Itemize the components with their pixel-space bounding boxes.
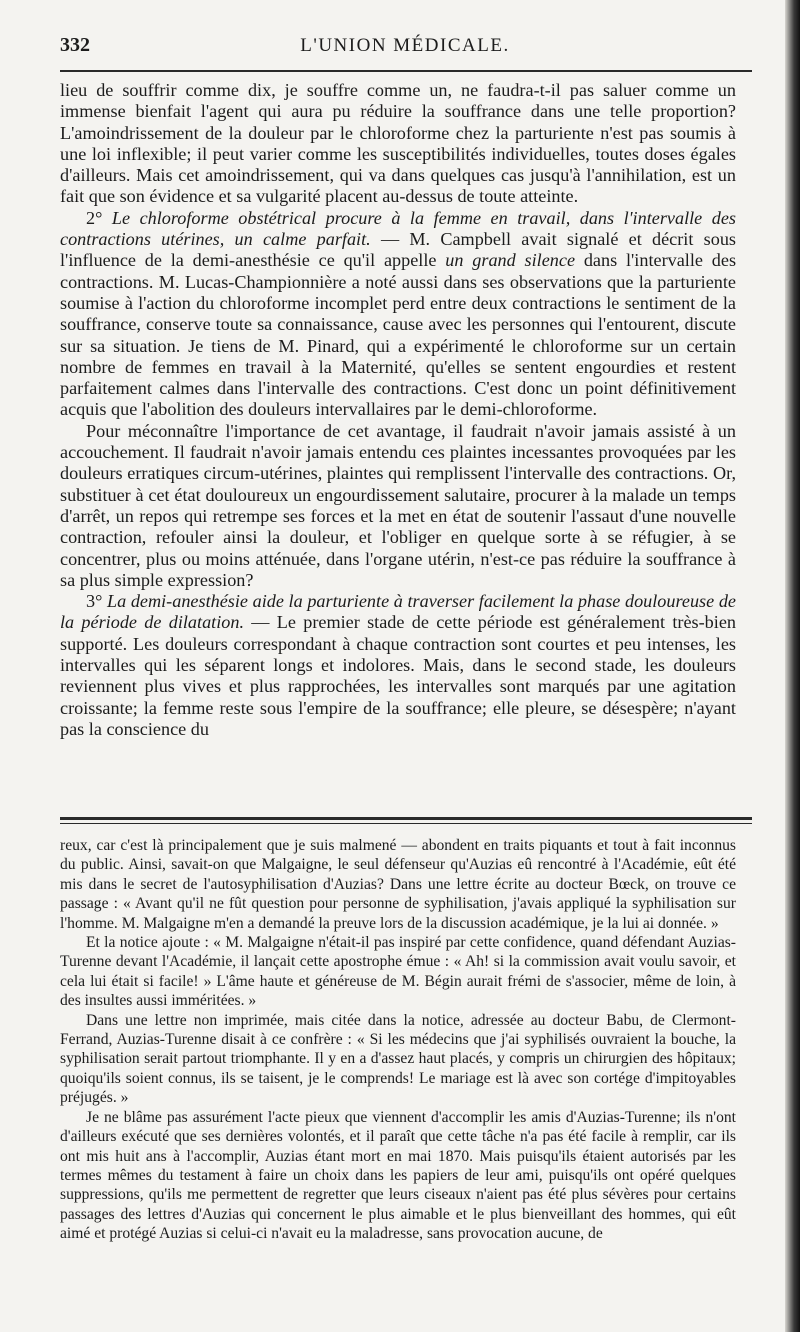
point-number: 3° (86, 591, 107, 612)
running-title: L'UNION MÉDICALE. (300, 35, 510, 56)
note-paragraph: reux, car c'est là principalement que je suis malmené — abondent en traits piquants et tout à fait inconnus du public. Ainsi, savait-on que Malgaigne, le seul défenseur qu'Auzias eû rencontré à l'Académie, eût été mis dans le secret de l'autosyphilisation d'Auzias? Dans une lettre écrite au docteur Bœck, on trouve ce passage : « Avant qu'il ne fût question pour personne de syphilisation, j'avais appliqué la syphilisation sur l'homme. M. Malgaigne m'en a demandé la preuve lors de la discussion académique, je la lui ai donnée. » (60, 837, 736, 932)
point-heading: La demi-anesthésie aide la parturiente à traverser facilement la phase douloureuse de la période de dilatation. (60, 591, 736, 633)
page-number: 332 (60, 34, 90, 56)
paragraph-text: — M. Campbell avait signalé et décrit sous l'influence de la demi-anesthésie ce qu'il appelle (60, 229, 736, 271)
section-rule-thin (60, 823, 752, 824)
paragraph-importance: Pour méconnaître l'importance de cet avantage, il faudrait n'avoir jamais assisté à un accouchement. Il faudrait n'avoir jamais entendu ces plaintes incessantes provoquées par les douleurs erratiques circum-utérines, plaintes qui remplissent l'intervalle des contractions. Or, substituer à cet état douloureux un engourdissement salutaire, procurer à la malade un temps d'arrêt, un repos qui retrempe ses forces et la met en état de soutenir l'assaut d'une nouvelle contraction, refouler ainsi la douleur, et l'obliger en quelque sorte à se réfugier, à se concentrer, plus ou moins atténuée, dans l'organe utérin, n'est-ce pas réduire la souffrance à sa plus simple expression? (60, 420, 736, 590)
paragraph-point-2 (60, 208, 736, 421)
main-text (60, 80, 736, 740)
point-heading: Le chloroforme obstétrical procure à la femme en travail, dans l'intervalle des contractions utérines, un calme parfait. (60, 207, 736, 250)
note-paragraph: Dans une lettre non imprimée, mais citée dans la notice, adressée au docteur Babu, de Clermont-Ferrand, Auzias-Turenne disait à ce confrère : « Si les médecins que j'ai syphilisés ouvraient la bouche, la syphilisation serait partout triomphante. Il y en a d'assez haut placés, y compris un chirurgien des hôpitaux; quoiqu'ils soient connus, ils se taisent, je le comprends! Le mariage est là avec son cortége d'impitoyables préjugés. » (60, 1011, 736, 1107)
paragraph-text: dans l'intervalle des contractions. M. Lucas-Championnière a noté aussi dans ses observations que la parturiente soumise à l'action du chloroforme incomplet perd entre deux contractions le sentiment de la souffrance, conserve toute sa connaissance, cause avec les personnes qui l'entourent, discute sur sa situation. Je tiens de M. Pinard, qui a expérimenté le chloroforme sur un certain nombre de femmes en travail à la Maternité, qu'elles se sentent engourdies et restent parfaitement calmes dans l'intervalle des contractions. C'est donc un point définitivement acquis que l'abolition des douleurs intervallaires par le demi-chloroforme. (60, 250, 737, 420)
italic-phrase: un grand silence (445, 250, 576, 271)
paragraph-continuation: lieu de souffrir comme dix, je souffre comme un, ne faudra-t-il pas saluer comme un immense bienfait l'agent qui aura pu réduire la souffrance dans une telle proportion? L'amoindrissement de la douleur par le chloroforme chez la parturiente n'est pas soumis à une loi inflexible; il peut varier comme les susceptibilités individuelles, toutes doses égales d'ailleurs. Mais cet amoindrissement, qui va dans quelques cas jusqu'à l'annihilation, est un fait que son évidence et sa vulgarité placent au-dessus de toute atteinte. (60, 80, 736, 207)
paragraph-text: — Le premier stade de cette période est généralement très-bien supporté. Les douleurs correspondant à chaque contraction sont courtes et peu intenses, les intervalles qui les séparent longs et indolores. Mais, dans le second stade, les douleurs reviennent plus vives et plus rapprochées, les intervalles sont marqués par une agitation croissante; la femme reste sous l'empire de la souffrance; elle pleure, se désespère; n'ayant pas la conscience du (60, 612, 736, 739)
header-rule (60, 70, 752, 72)
page-header (60, 34, 750, 60)
note-paragraph: Et la notice ajoute : « M. Malgaigne n'était-il pas inspiré par cette confidence, quand défendant Auzias-Turenne devant l'Académie, il lançait cette apostrophe émue : « Ah! si la commission avait voulu savoir, et cela lui était si facile! » L'âme haute et généreuse de M. Bégin aurait frémi de s'associer, même de loin, à des insultes aussi imméritées. » (60, 934, 736, 1010)
section-rule (60, 817, 752, 820)
note-paragraph: Je ne blâme pas assurément l'acte pieux que viennent d'accomplir les amis d'Auzias-Turenne; ils n'ont d'ailleurs exécuté que ses dernières volontés, et il paraît que cette tâche n'a pas été facile à remplir, car ils ont mis huit ans à l'accomplir, Auzias étant mort en mai 1870. Mais puisqu'ils étaient autorisés par les termes mêmes du testament à faire un choix dans les papiers de leur ami, puisqu'ils ont opéré quelques suppressions, qu'ils me permettent de regretter que leurs ciseaux n'aient pas été plus sévères pour certains passages des lettres d'Auzias qui concernent le plus aimable et le plus bienveillant des hommes, qui eût aimé et protégé Auzias si celui-ci n'avait eu la maladresse, sans provocation aucune, de (60, 1108, 736, 1243)
feuilleton-text (60, 836, 736, 1244)
point-number: 2° (86, 207, 112, 228)
paragraph-point-3 (60, 591, 736, 740)
book-binding-edge (785, 0, 800, 1332)
